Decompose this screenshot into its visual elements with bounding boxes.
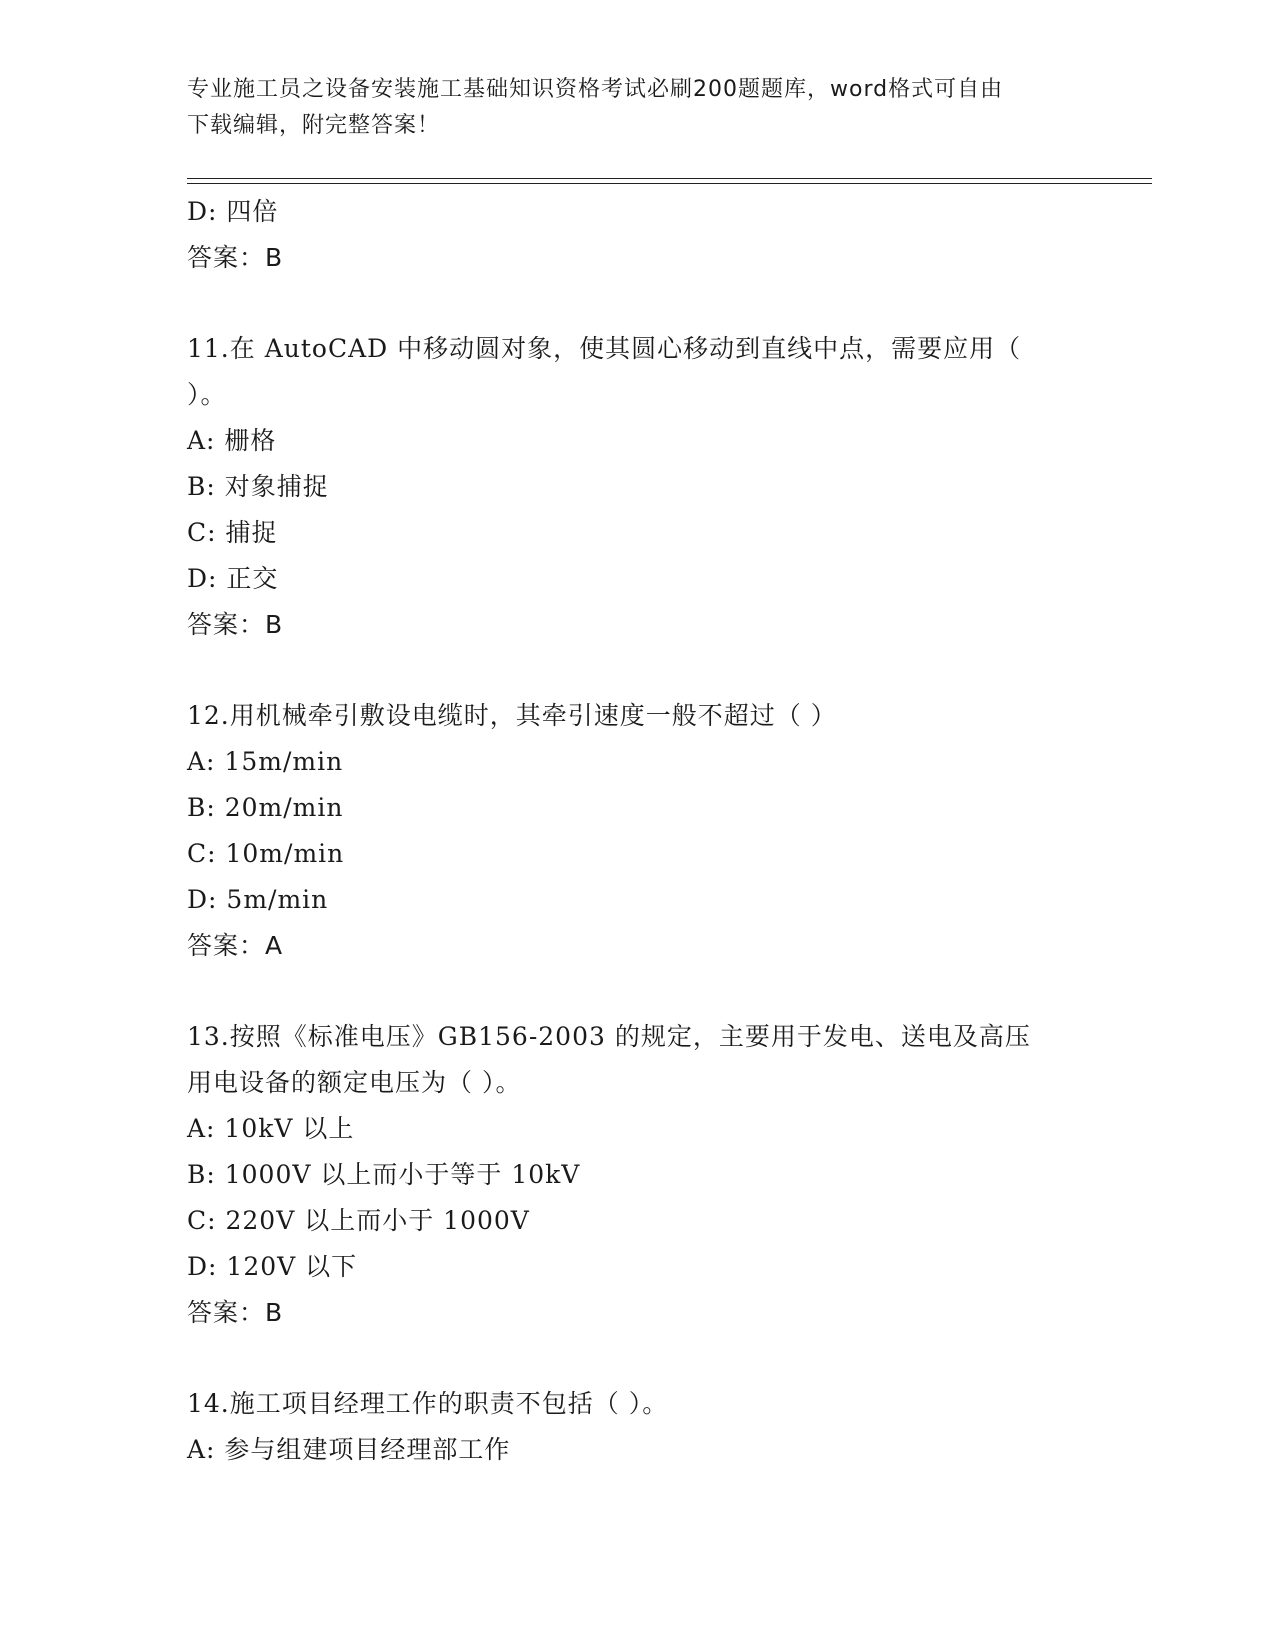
option-c: C: 220V 以上而小于 1000V — [187, 1206, 530, 1235]
question-stem-line-1: 11.在 AutoCAD 中移动圆对象，使其圆心移动到直线中点，需要应用（ — [187, 334, 1022, 363]
option-d: D: 120V 以下 — [187, 1252, 358, 1281]
option-d: D: 正交 — [187, 564, 279, 593]
option-b: B: 20m/min — [187, 793, 344, 822]
option-c: C: 捕捉 — [187, 518, 278, 547]
answer: 答案：A — [187, 931, 284, 960]
answer: 答案：B — [187, 243, 284, 272]
question-stem-line-2: 用电设备的额定电压为（ ）。 — [187, 1068, 522, 1097]
question-stem-line-1: 13.按照《标准电压》GB156-2003 的规定，主要用于发电、送电及高压 — [187, 1022, 1031, 1051]
question-stem: 14.施工项目经理工作的职责不包括（ ）。 — [187, 1389, 669, 1418]
option-c: C: 10m/min — [187, 839, 345, 868]
option-b: B: 对象捕捉 — [187, 472, 329, 501]
question-stem-line-2: ）。 — [187, 380, 227, 409]
document-header — [187, 72, 1087, 144]
option-b: B: 1000V 以上而小于等于 10kV — [187, 1160, 581, 1189]
question-12 — [187, 693, 1087, 969]
question-prev — [187, 189, 1087, 281]
option-a: A: 10kV 以上 — [187, 1114, 355, 1143]
option-a: A: 参与组建项目经理部工作 — [187, 1435, 511, 1464]
question-13 — [187, 1014, 1087, 1336]
question-14 — [187, 1381, 1087, 1473]
header-line-2: 下载编辑，附完整答案！ — [187, 113, 441, 138]
option-d: D: 四倍 — [187, 197, 279, 226]
header-divider-top — [187, 178, 1152, 179]
header-line-1: 专业施工员之设备安装施工基础知识资格考试必刷200题题库，word格式可自由 — [187, 77, 1004, 102]
question-stem: 12.用机械牵引敷设电缆时，其牵引速度一般不超过（ ） — [187, 701, 837, 730]
header-divider-bottom — [187, 183, 1152, 184]
question-11 — [187, 326, 1087, 648]
answer: 答案：B — [187, 610, 284, 639]
option-a: A: 15m/min — [187, 747, 344, 776]
answer: 答案：B — [187, 1298, 284, 1327]
option-a: A: 栅格 — [187, 426, 277, 455]
option-d: D: 5m/min — [187, 885, 329, 914]
question-list — [187, 189, 1087, 1473]
